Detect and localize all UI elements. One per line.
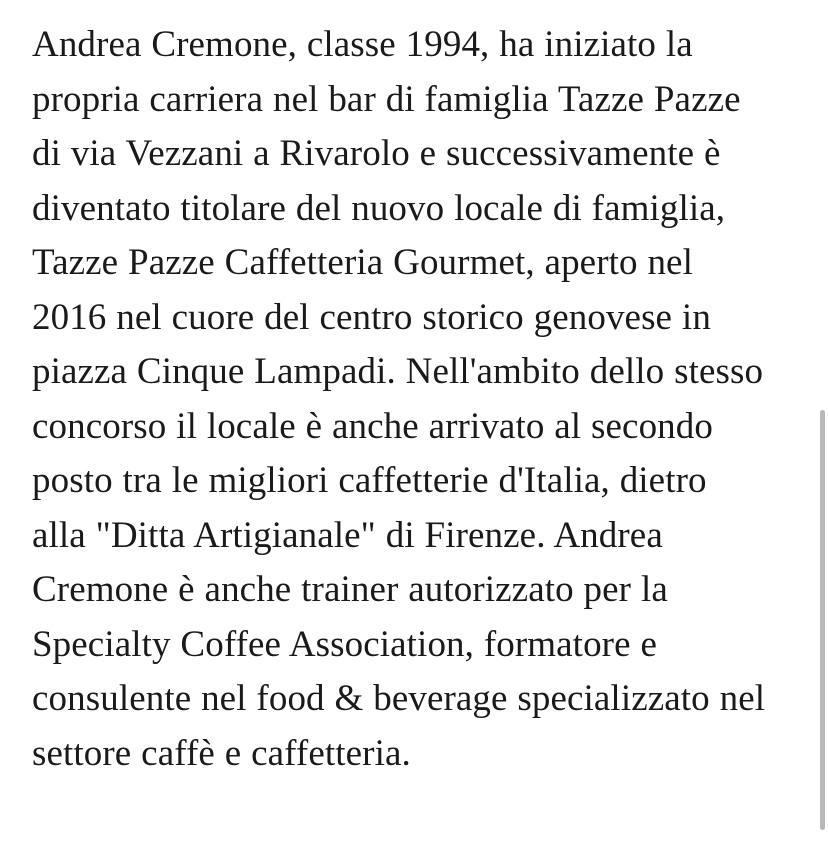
scrollbar-thumb[interactable] bbox=[820, 410, 825, 830]
vertical-scrollbar[interactable] bbox=[820, 0, 828, 859]
article-paragraph: Andrea Cremone, classe 1994, ha iniziato la propria carriera nel bar di famiglia Tazze Pazze di via Vezzani a Rivarolo e successivamente è diventato titolare del nuovo locale di famiglia, Tazze Pazze Caffetteria Gourmet, aperto nel 2016 nel cuore del centro storico genovese in piazza Cinque Lampadi. Nell'ambito dello stesso concorso il locale è anche arrivato al secondo posto tra le migliori caffetterie d'Italia, dietro alla "Ditta Artigianale" di Firenze. Andrea Cremone è anche trainer autorizzato per la Specialty Coffee Association, formatore e consulente nel food & beverage specializzato nel settore caffè e caffetteria. bbox=[32, 24, 766, 774]
